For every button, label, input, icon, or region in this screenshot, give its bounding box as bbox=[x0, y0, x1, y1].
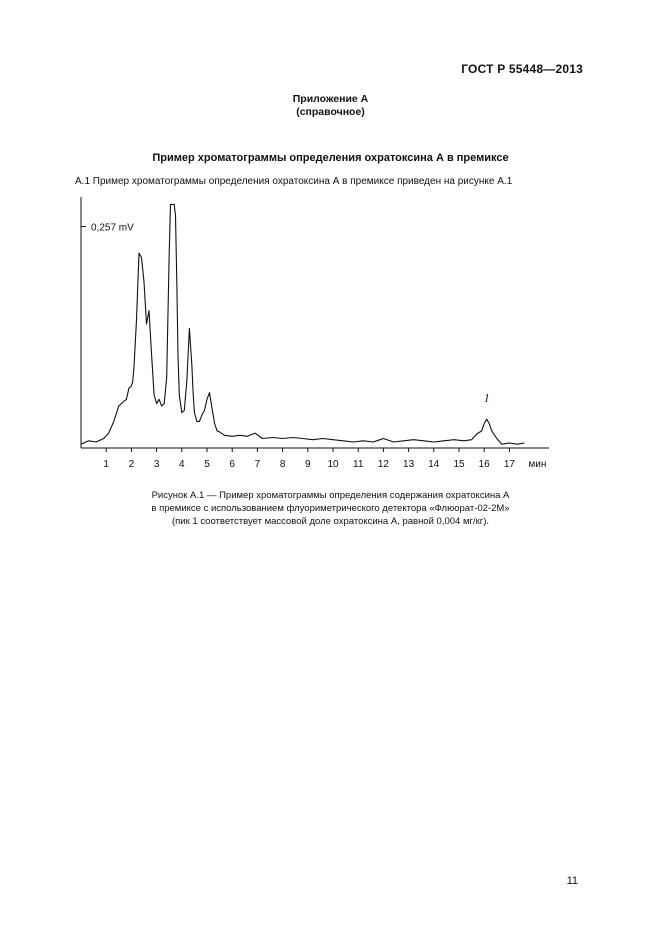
x-tick-label: 5 bbox=[204, 459, 210, 470]
x-tick-label: 1 bbox=[103, 459, 109, 470]
figure-caption bbox=[0, 489, 661, 528]
figure-caption-line-1: Рисунок А.1 — Пример хроматограммы определения содержания охратоксина А bbox=[151, 490, 510, 501]
x-tick-label: 8 bbox=[279, 459, 286, 470]
section-heading: Пример хроматограммы определения охратоксина А в премиксе bbox=[152, 152, 509, 164]
x-tick-label: 4 bbox=[179, 459, 185, 470]
chromatogram-trace bbox=[81, 204, 525, 444]
document-standard-number: ГОСТ Р 55448—2013 bbox=[461, 62, 583, 76]
peak-annotation-label: 1 bbox=[483, 390, 490, 405]
y-axis-label: 0,257 mV bbox=[91, 222, 134, 234]
page-number: 11 bbox=[566, 875, 578, 887]
x-axis-unit-label: мин bbox=[528, 459, 547, 470]
x-tick-label: 16 bbox=[478, 459, 490, 470]
appendix-subtitle: (справочное) bbox=[296, 106, 365, 118]
x-tick-label: 17 bbox=[503, 459, 515, 470]
x-tick-label: 7 bbox=[254, 459, 261, 470]
x-tick-label: 10 bbox=[327, 459, 339, 470]
x-tick-label: 13 bbox=[403, 459, 415, 470]
x-tick-label: 9 bbox=[305, 459, 311, 470]
x-tick-label: 14 bbox=[428, 459, 440, 470]
x-tick-label: 6 bbox=[229, 459, 235, 470]
figure-caption-line-2: в премиксе с использованием флуориметрического детектора «Флюорат-02-2М» bbox=[151, 503, 510, 514]
appendix-title: Приложение А bbox=[292, 93, 369, 105]
x-tick-label: 11 bbox=[353, 459, 364, 470]
figure-caption-line-3: (пик 1 соответствует массовой доле охратоксина А, равной 0,004 мг/кг). bbox=[171, 516, 490, 527]
x-tick-label: 2 bbox=[128, 459, 135, 470]
intro-paragraph: А.1 Пример хроматограммы определения охратоксина А в премиксе приведен на рисунке А.1 bbox=[75, 176, 513, 187]
x-tick-label: 15 bbox=[453, 459, 465, 470]
x-tick-label: 12 bbox=[377, 459, 389, 470]
x-tick-label: 3 bbox=[153, 459, 160, 470]
